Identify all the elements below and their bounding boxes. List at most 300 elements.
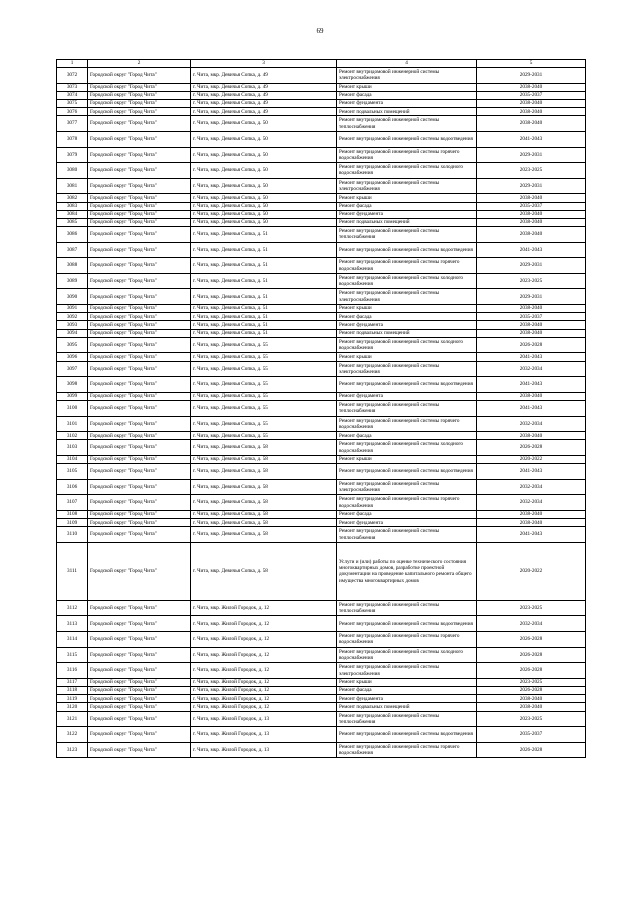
municipality-cell: Городской округ "Город Чита": [88, 455, 191, 463]
address-cell: г. Чита, мкр. Девичья Сопка, д. 58: [191, 479, 337, 495]
period-cell: 2029-2031: [477, 289, 586, 305]
row-number: 3122: [57, 727, 88, 743]
municipality-cell: Городской округ "Город Чита": [88, 600, 191, 616]
work-type-cell: Ремонт внутридомовой инженерной системы холодного водоснабжения: [337, 647, 477, 663]
municipality-cell: Городской округ "Город Чита": [88, 194, 191, 202]
row-number: 3083: [57, 202, 88, 210]
period-cell: 2038-2040: [477, 510, 586, 518]
period-cell: 2026-2028: [477, 663, 586, 679]
work-type-cell: Ремонт крыши: [337, 678, 477, 686]
address-cell: г. Чита, мкр. Жилой Городок, д. 12: [191, 695, 337, 703]
period-cell: 2038-2040: [477, 703, 586, 711]
work-type-cell: Ремонт фасада: [337, 91, 477, 99]
table-row: [57, 392, 586, 400]
table-row: [57, 68, 586, 84]
row-number: 3105: [57, 464, 88, 480]
address-cell: г. Чита, мкр. Девичья Сопка, д. 50: [191, 131, 337, 147]
municipality-cell: Городской округ "Город Чита": [88, 377, 191, 393]
work-type-cell: Ремонт внутридомовой инженерной системы теплоснабжения: [337, 527, 477, 543]
period-cell: 2023-2025: [477, 273, 586, 289]
address-cell: г. Чита, мкр. Девичья Сопка, д. 50: [191, 218, 337, 226]
table-row: [57, 321, 586, 329]
address-cell: г. Чита, мкр. Девичья Сопка, д. 55: [191, 377, 337, 393]
address-cell: г. Чита, мкр. Девичья Сопка, д. 58: [191, 455, 337, 463]
address-cell: г. Чита, мкр. Жилой Городок, д. 12: [191, 647, 337, 663]
table-row: [57, 202, 586, 210]
work-type-cell: Ремонт подвальных помещений: [337, 329, 477, 337]
municipality-cell: Городской округ "Город Чита": [88, 361, 191, 377]
table-row: [57, 305, 586, 313]
municipality-cell: Городской округ "Город Чита": [88, 68, 191, 84]
work-type-cell: Ремонт внутридомовой инженерной системы водоотведения: [337, 242, 477, 258]
row-number: 3096: [57, 353, 88, 361]
row-number: 3123: [57, 742, 88, 758]
period-cell: 2020-2022: [477, 455, 586, 463]
table-row: [57, 495, 586, 511]
work-type-cell: Ремонт внутридомовой инженерной системы холодного водоснабжения: [337, 337, 477, 353]
table-row: [57, 464, 586, 480]
period-cell: 2038-2040: [477, 210, 586, 218]
address-cell: г. Чита, мкр. Девичья Сопка, д. 58: [191, 542, 337, 600]
municipality-cell: Городской округ "Город Чита": [88, 258, 191, 274]
address-cell: г. Чита, мкр. Девичья Сопка, д. 51: [191, 273, 337, 289]
work-type-cell: Ремонт внутридомовой инженерной системы водоотведения: [337, 377, 477, 393]
address-cell: г. Чита, мкр. Девичья Сопка, д. 51: [191, 305, 337, 313]
column-header: 1: [57, 60, 88, 68]
work-type-cell: Ремонт фундамента: [337, 99, 477, 107]
work-type-cell: Ремонт внутридомовой инженерной системы водоотведения: [337, 464, 477, 480]
column-header: 2: [88, 60, 191, 68]
period-cell: 2038-2040: [477, 108, 586, 116]
municipality-cell: Городской округ "Город Чита": [88, 321, 191, 329]
municipality-cell: Городской округ "Город Чита": [88, 495, 191, 511]
address-cell: г. Чита, мкр. Девичья Сопка, д. 51: [191, 329, 337, 337]
table-row: [57, 632, 586, 648]
table-row: [57, 400, 586, 416]
row-number: 3095: [57, 337, 88, 353]
period-cell: 2035-2037: [477, 202, 586, 210]
row-number: 3121: [57, 711, 88, 727]
work-type-cell: Ремонт внутридомовой инженерной системы водоотведения: [337, 616, 477, 632]
address-cell: г. Чита, мкр. Девичья Сопка, д. 55: [191, 361, 337, 377]
period-cell: 2038-2040: [477, 83, 586, 91]
page-number: 69: [316, 27, 324, 35]
table-row: [57, 663, 586, 679]
row-number: 3090: [57, 289, 88, 305]
row-number: 3116: [57, 663, 88, 679]
municipality-cell: Городской округ "Город Чита": [88, 542, 191, 600]
municipality-cell: Городской округ "Город Чита": [88, 663, 191, 679]
table-row: [57, 218, 586, 226]
table-row: [57, 108, 586, 116]
municipality-cell: Городской округ "Город Чита": [88, 91, 191, 99]
period-cell: 2029-2031: [477, 178, 586, 194]
period-cell: 2038-2040: [477, 218, 586, 226]
municipality-cell: Городской округ "Город Чита": [88, 210, 191, 218]
work-type-cell: Ремонт внутридомовой инженерной системы холодного водоснабжения: [337, 440, 477, 456]
period-cell: 2032-2034: [477, 416, 586, 432]
period-cell: 2041-2043: [477, 464, 586, 480]
work-type-cell: Ремонт внутридомовой инженерной системы водоотведения: [337, 131, 477, 147]
row-number: 3112: [57, 600, 88, 616]
municipality-cell: Городской округ "Город Чита": [88, 440, 191, 456]
address-cell: г. Чита, мкр. Девичья Сопка, д. 50: [191, 147, 337, 163]
row-number: 3091: [57, 305, 88, 313]
table-row: [57, 99, 586, 107]
row-number: 3101: [57, 416, 88, 432]
table-row: [57, 210, 586, 218]
table-row: [57, 455, 586, 463]
municipality-cell: Городской округ "Город Чита": [88, 313, 191, 321]
address-cell: г. Чита, мкр. Девичья Сопка, д. 55: [191, 416, 337, 432]
work-type-cell: Ремонт внутридомовой инженерной системы горячего водоснабжения: [337, 258, 477, 274]
row-number: 3084: [57, 210, 88, 218]
municipality-cell: Городской округ "Город Чита": [88, 400, 191, 416]
row-number: 3111: [57, 542, 88, 600]
table-row: [57, 361, 586, 377]
municipality-cell: Городской округ "Город Чита": [88, 632, 191, 648]
row-number: 3081: [57, 178, 88, 194]
work-type-cell: Ремонт крыши: [337, 455, 477, 463]
municipality-cell: Городской округ "Город Чита": [88, 218, 191, 226]
row-number: 3073: [57, 83, 88, 91]
address-cell: г. Чита, мкр. Жилой Городок, д. 12: [191, 663, 337, 679]
address-cell: г. Чита, мкр. Девичья Сопка, д. 50: [191, 202, 337, 210]
address-cell: г. Чита, мкр. Жилой Городок, д. 12: [191, 600, 337, 616]
row-number: 3103: [57, 440, 88, 456]
table-row: [57, 479, 586, 495]
period-cell: 2041-2043: [477, 353, 586, 361]
column-header: 5: [477, 60, 586, 68]
row-number: 3093: [57, 321, 88, 329]
municipality-cell: Городской округ "Город Чита": [88, 227, 191, 243]
row-number: 3089: [57, 273, 88, 289]
work-type-cell: Ремонт внутридомовой инженерной системы горячего водоснабжения: [337, 632, 477, 648]
table-row: [57, 194, 586, 202]
table-row: [57, 687, 586, 695]
municipality-cell: Городской округ "Город Чита": [88, 329, 191, 337]
work-type-cell: Ремонт крыши: [337, 305, 477, 313]
period-cell: 2023-2025: [477, 678, 586, 686]
work-type-cell: Ремонт внутридомовой инженерной системы электроснабжения: [337, 289, 477, 305]
period-cell: 2041-2043: [477, 400, 586, 416]
period-cell: 2038-2040: [477, 432, 586, 440]
row-number: 3106: [57, 479, 88, 495]
column-header: 4: [337, 60, 477, 68]
work-type-cell: Ремонт фундамента: [337, 519, 477, 527]
address-cell: г. Чита, мкр. Жилой Городок, д. 13: [191, 711, 337, 727]
table-row: [57, 337, 586, 353]
table-row: [57, 131, 586, 147]
municipality-cell: Городской округ "Город Чита": [88, 273, 191, 289]
municipality-cell: Городской округ "Город Чита": [88, 687, 191, 695]
row-number: 3099: [57, 392, 88, 400]
address-cell: г. Чита, мкр. Жилой Городок, д. 12: [191, 703, 337, 711]
period-cell: 2029-2031: [477, 258, 586, 274]
address-cell: г. Чита, мкр. Жилой Городок, д. 13: [191, 727, 337, 743]
row-number: 3074: [57, 91, 88, 99]
address-cell: г. Чита, мкр. Девичья Сопка, д. 58: [191, 440, 337, 456]
row-number: 3077: [57, 116, 88, 132]
address-cell: г. Чита, мкр. Девичья Сопка, д. 55: [191, 337, 337, 353]
municipality-cell: Городской округ "Город Чита": [88, 727, 191, 743]
table-row: [57, 600, 586, 616]
municipality-cell: Городской округ "Город Чита": [88, 416, 191, 432]
municipality-cell: Городской округ "Город Чита": [88, 647, 191, 663]
period-cell: 2026-2028: [477, 632, 586, 648]
address-cell: г. Чита, мкр. Девичья Сопка, д. 49: [191, 99, 337, 107]
address-cell: г. Чита, мкр. Девичья Сопка, д. 51: [191, 321, 337, 329]
work-type-cell: Ремонт крыши: [337, 194, 477, 202]
municipality-cell: Городской округ "Город Чита": [88, 742, 191, 758]
work-type-cell: Ремонт внутридомовой инженерной системы теплоснабжения: [337, 116, 477, 132]
municipality-cell: Городской округ "Город Чита": [88, 519, 191, 527]
work-type-cell: Ремонт внутридомовой инженерной системы горячего водоснабжения: [337, 742, 477, 758]
address-cell: г. Чита, мкр. Девичья Сопка, д. 58: [191, 527, 337, 543]
municipality-cell: Городской округ "Город Чита": [88, 116, 191, 132]
work-type-cell: Ремонт внутридомовой инженерной системы теплоснабжения: [337, 600, 477, 616]
address-cell: г. Чита, мкр. Жилой Городок, д. 12: [191, 678, 337, 686]
work-type-cell: Ремонт внутридомовой инженерной системы теплоснабжения: [337, 400, 477, 416]
table-row: [57, 416, 586, 432]
municipality-cell: Городской округ "Город Чита": [88, 108, 191, 116]
table-row: [57, 147, 586, 163]
row-number: 3086: [57, 227, 88, 243]
period-cell: 2038-2040: [477, 695, 586, 703]
municipality-cell: Городской округ "Город Чита": [88, 83, 191, 91]
address-cell: г. Чита, мкр. Девичья Сопка, д. 58: [191, 464, 337, 480]
period-cell: 2029-2031: [477, 68, 586, 84]
address-cell: г. Чита, мкр. Девичья Сопка, д. 50: [191, 116, 337, 132]
table-row: [57, 542, 586, 600]
period-cell: 2038-2040: [477, 329, 586, 337]
row-number: 3104: [57, 455, 88, 463]
work-type-cell: Ремонт фундамента: [337, 210, 477, 218]
municipality-cell: Городской округ "Город Чита": [88, 678, 191, 686]
row-number: 3118: [57, 687, 88, 695]
municipality-cell: Городской округ "Город Чита": [88, 479, 191, 495]
address-cell: г. Чита, мкр. Девичья Сопка, д. 55: [191, 400, 337, 416]
table-row: [57, 329, 586, 337]
address-cell: г. Чита, мкр. Девичья Сопка, д. 55: [191, 353, 337, 361]
work-type-cell: Ремонт внутридомовой инженерной системы теплоснабжения: [337, 227, 477, 243]
period-cell: 2041-2043: [477, 527, 586, 543]
row-number: 3117: [57, 678, 88, 686]
work-type-cell: Услуги и (или) работы по оценке технического состояния многоквартирных домов, разработке проектной документации на проведение капитального ремонта общего имущества многоквартирных домов: [337, 542, 477, 600]
work-type-cell: Ремонт внутридомовой инженерной системы водоотведения: [337, 727, 477, 743]
address-cell: г. Чита, мкр. Жилой Городок, д. 12: [191, 632, 337, 648]
table-row: [57, 313, 586, 321]
row-number: 3080: [57, 163, 88, 179]
work-type-cell: Ремонт крыши: [337, 353, 477, 361]
row-number: 3114: [57, 632, 88, 648]
municipality-cell: Городской округ "Город Чита": [88, 131, 191, 147]
period-cell: 2026-2028: [477, 647, 586, 663]
address-cell: г. Чита, мкр. Девичья Сопка, д. 49: [191, 91, 337, 99]
work-type-cell: Ремонт фасада: [337, 313, 477, 321]
row-number: 3094: [57, 329, 88, 337]
work-type-cell: Ремонт фундамента: [337, 695, 477, 703]
period-cell: 2035-2037: [477, 91, 586, 99]
address-cell: г. Чита, мкр. Девичья Сопка, д. 50: [191, 210, 337, 218]
table-row: [57, 353, 586, 361]
period-cell: 2023-2025: [477, 600, 586, 616]
table-row: [57, 432, 586, 440]
period-cell: 2035-2037: [477, 313, 586, 321]
address-cell: г. Чита, мкр. Девичья Сопка, д. 50: [191, 163, 337, 179]
table-row: [57, 242, 586, 258]
work-type-cell: Ремонт внутридомовой инженерной системы электроснабжения: [337, 178, 477, 194]
row-number: 3097: [57, 361, 88, 377]
municipality-cell: Городской округ "Город Чита": [88, 703, 191, 711]
period-cell: 2041-2043: [477, 131, 586, 147]
table-row: [57, 273, 586, 289]
table-row: [57, 440, 586, 456]
address-cell: г. Чита, мкр. Девичья Сопка, д. 50: [191, 194, 337, 202]
municipality-cell: Городской округ "Город Чита": [88, 616, 191, 632]
work-type-cell: Ремонт фасада: [337, 202, 477, 210]
period-cell: 2026-2028: [477, 687, 586, 695]
table-row: [57, 227, 586, 243]
row-number: 3102: [57, 432, 88, 440]
work-type-cell: Ремонт внутридомовой инженерной системы горячего водоснабжения: [337, 147, 477, 163]
row-number: 3107: [57, 495, 88, 511]
work-type-cell: Ремонт внутридомовой инженерной системы горячего водоснабжения: [337, 416, 477, 432]
work-type-cell: Ремонт внутридомовой инженерной системы электроснабжения: [337, 68, 477, 84]
table-row: [57, 519, 586, 527]
row-number: 3110: [57, 527, 88, 543]
table-row: [57, 377, 586, 393]
municipality-cell: Городской округ "Город Чита": [88, 202, 191, 210]
period-cell: 2035-2037: [477, 727, 586, 743]
municipality-cell: Городской округ "Город Чита": [88, 392, 191, 400]
municipality-cell: Городской округ "Город Чита": [88, 147, 191, 163]
period-cell: 2038-2040: [477, 305, 586, 313]
work-type-cell: Ремонт внутридомовой инженерной системы холодного водоснабжения: [337, 273, 477, 289]
address-cell: г. Чита, мкр. Девичья Сопка, д. 51: [191, 289, 337, 305]
work-type-cell: Ремонт внутридомовой инженерной системы электроснабжения: [337, 361, 477, 377]
period-cell: 2038-2040: [477, 194, 586, 202]
period-cell: 2038-2040: [477, 116, 586, 132]
row-number: 3109: [57, 519, 88, 527]
work-type-cell: Ремонт внутридомовой инженерной системы теплоснабжения: [337, 711, 477, 727]
table-row: [57, 527, 586, 543]
period-cell: 2026-2028: [477, 337, 586, 353]
row-number: 3079: [57, 147, 88, 163]
header-row: [57, 60, 586, 68]
table-row: [57, 178, 586, 194]
period-cell: 2041-2043: [477, 242, 586, 258]
row-number: 3098: [57, 377, 88, 393]
row-number: 3092: [57, 313, 88, 321]
table-body: [57, 68, 586, 758]
period-cell: 2041-2043: [477, 377, 586, 393]
work-type-cell: Ремонт внутридомовой инженерной системы горячего водоснабжения: [337, 495, 477, 511]
address-cell: г. Чита, мкр. Девичья Сопка, д. 51: [191, 242, 337, 258]
table-row: [57, 116, 586, 132]
municipality-cell: Городской округ "Город Чита": [88, 510, 191, 518]
work-type-cell: Ремонт подвальных помещений: [337, 108, 477, 116]
row-number: 3120: [57, 703, 88, 711]
table-row: [57, 695, 586, 703]
row-number: 3100: [57, 400, 88, 416]
row-number: 3076: [57, 108, 88, 116]
table-row: [57, 91, 586, 99]
table-row: [57, 703, 586, 711]
period-cell: 2032-2034: [477, 495, 586, 511]
work-type-cell: Ремонт подвальных помещений: [337, 703, 477, 711]
table-header: [57, 60, 586, 68]
address-cell: г. Чита, мкр. Девичья Сопка, д. 49: [191, 68, 337, 84]
period-cell: 2026-2028: [477, 742, 586, 758]
municipality-cell: Городской округ "Город Чита": [88, 353, 191, 361]
table-row: [57, 711, 586, 727]
period-cell: 2038-2040: [477, 227, 586, 243]
row-number: 3085: [57, 218, 88, 226]
column-header: 3: [191, 60, 337, 68]
table-row: [57, 510, 586, 518]
period-cell: 2038-2040: [477, 519, 586, 527]
row-number: 3072: [57, 68, 88, 84]
row-number: 3078: [57, 131, 88, 147]
period-cell: 2032-2034: [477, 361, 586, 377]
row-number: 3087: [57, 242, 88, 258]
address-cell: г. Чита, мкр. Девичья Сопка, д. 58: [191, 510, 337, 518]
row-number: 3115: [57, 647, 88, 663]
table-row: [57, 258, 586, 274]
municipality-cell: Городской округ "Город Чита": [88, 163, 191, 179]
period-cell: 2032-2034: [477, 479, 586, 495]
period-cell: 2038-2040: [477, 99, 586, 107]
period-cell: 2032-2034: [477, 616, 586, 632]
address-cell: г. Чита, мкр. Девичья Сопка, д. 49: [191, 108, 337, 116]
row-number: 3075: [57, 99, 88, 107]
municipality-cell: Городской округ "Город Чита": [88, 305, 191, 313]
work-type-cell: Ремонт фундамента: [337, 392, 477, 400]
address-cell: г. Чита, мкр. Жилой Городок, д. 13: [191, 742, 337, 758]
table-row: [57, 678, 586, 686]
municipality-cell: Городской округ "Город Чита": [88, 711, 191, 727]
address-cell: г. Чита, мкр. Девичья Сопка, д. 58: [191, 495, 337, 511]
municipality-cell: Городской округ "Город Чита": [88, 242, 191, 258]
work-type-cell: Ремонт внутридомовой инженерной системы холодного водоснабжения: [337, 163, 477, 179]
work-type-cell: Ремонт фасада: [337, 687, 477, 695]
municipality-cell: Городской округ "Город Чита": [88, 99, 191, 107]
municipality-cell: Городской округ "Город Чита": [88, 432, 191, 440]
municipality-cell: Городской округ "Город Чита": [88, 695, 191, 703]
address-cell: г. Чита, мкр. Девичья Сопка, д. 50: [191, 178, 337, 194]
municipality-cell: Городской округ "Город Чита": [88, 527, 191, 543]
work-type-cell: Ремонт фасада: [337, 510, 477, 518]
row-number: 3113: [57, 616, 88, 632]
address-cell: г. Чита, мкр. Жилой Городок, д. 12: [191, 616, 337, 632]
period-cell: 2029-2031: [477, 147, 586, 163]
period-cell: 2023-2025: [477, 711, 586, 727]
row-number: 3108: [57, 510, 88, 518]
address-cell: г. Чита, мкр. Девичья Сопка, д. 51: [191, 258, 337, 274]
address-cell: г. Чита, мкр. Девичья Сопка, д. 49: [191, 83, 337, 91]
work-type-cell: Ремонт фасада: [337, 432, 477, 440]
table-row: [57, 83, 586, 91]
row-number: 3088: [57, 258, 88, 274]
address-cell: г. Чита, мкр. Девичья Сопка, д. 58: [191, 519, 337, 527]
work-type-cell: Ремонт внутридомовой инженерной системы электроснабжения: [337, 663, 477, 679]
address-cell: г. Чита, мкр. Девичья Сопка, д. 55: [191, 392, 337, 400]
work-type-cell: Ремонт фундамента: [337, 321, 477, 329]
table-row: [57, 727, 586, 743]
table-row: [57, 742, 586, 758]
period-cell: 2020-2022: [477, 542, 586, 600]
